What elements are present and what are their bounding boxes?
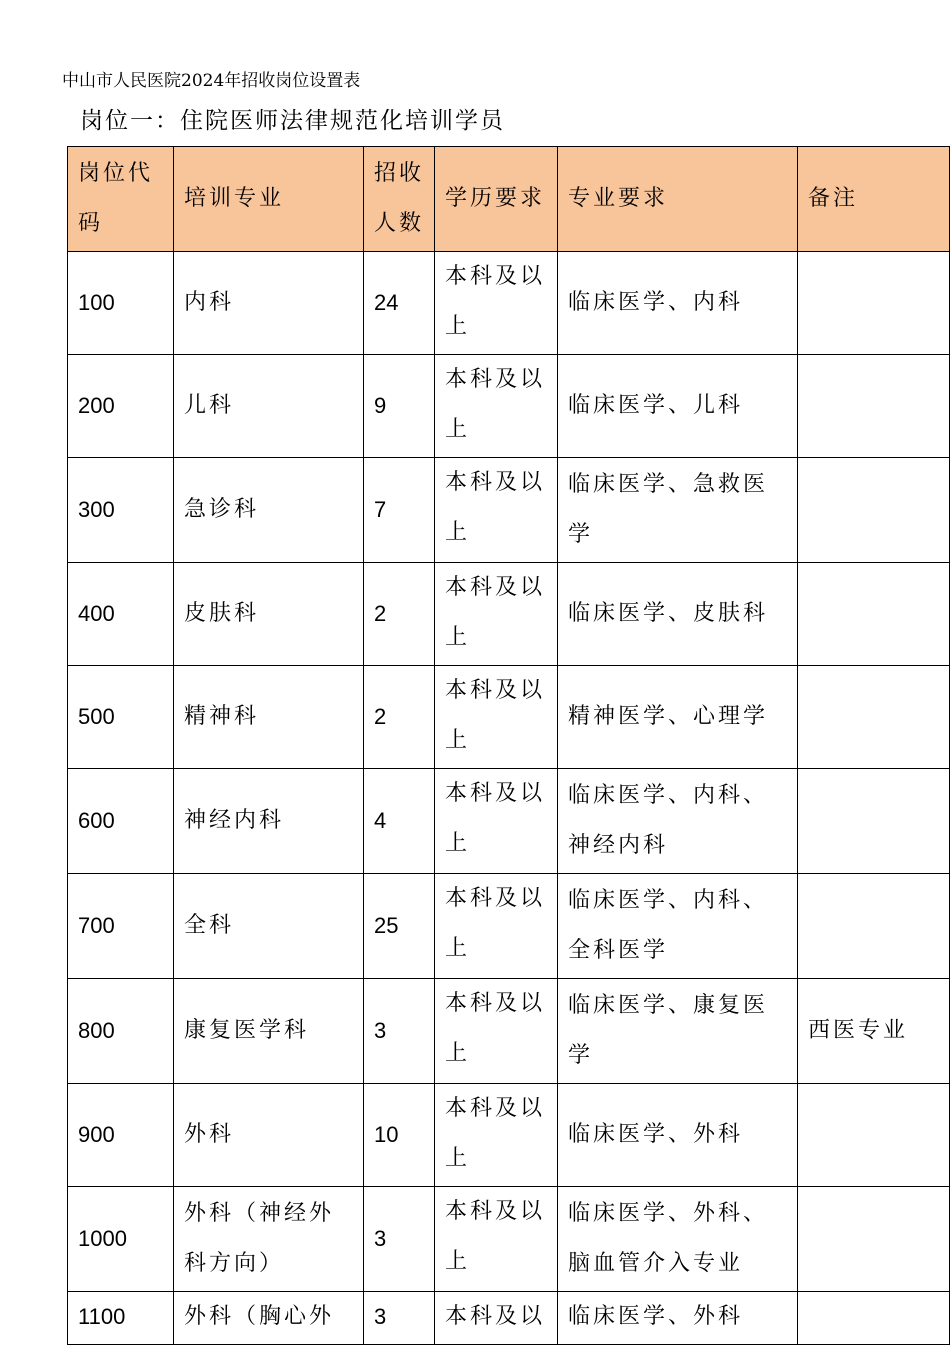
header-count: 招收人数 [364, 147, 435, 252]
cell-major: 临床医学、急救医学 [558, 458, 798, 563]
cell-code: 100 [68, 252, 174, 355]
cell-education: 本科及以上 [435, 979, 558, 1084]
cell-code: 200 [68, 355, 174, 458]
cell-specialty: 外科（神经外科方向） [174, 1187, 364, 1292]
cell-code: 600 [68, 769, 174, 874]
cell-note [798, 355, 950, 458]
cell-note [798, 874, 950, 979]
header-code: 岗位代码 [68, 147, 174, 252]
cell-code: 900 [68, 1084, 174, 1187]
table-row [68, 1292, 950, 1345]
cell-code: 1000 [68, 1187, 174, 1292]
cell-note [798, 458, 950, 563]
cell-education: 本科及以上 [435, 1084, 558, 1187]
table-row [68, 874, 950, 979]
cell-code: 700 [68, 874, 174, 979]
table-row [68, 458, 950, 563]
cell-specialty: 儿科 [174, 355, 364, 458]
cell-note [798, 1084, 950, 1187]
document-title: 中山市人民医院2024年招收岗位设置表 [62, 71, 361, 91]
cell-major: 精神医学、心理学 [558, 666, 798, 769]
table-row [68, 1187, 950, 1292]
cell-specialty: 康复医学科 [174, 979, 364, 1084]
cell-major: 临床医学、外科 [558, 1292, 798, 1345]
cell-count: 9 [364, 355, 435, 458]
cell-specialty: 外科（胸心外 [174, 1292, 364, 1345]
table-row [68, 563, 950, 666]
cell-code: 800 [68, 979, 174, 1084]
header-note: 备注 [798, 147, 950, 252]
cell-education: 本科及以上 [435, 666, 558, 769]
cell-major: 临床医学、儿科 [558, 355, 798, 458]
cell-education: 本科及以上 [435, 874, 558, 979]
cell-specialty: 精神科 [174, 666, 364, 769]
cell-count: 3 [364, 1187, 435, 1292]
cell-education: 本科及以上 [435, 563, 558, 666]
section-title: 岗位一：住院医师法律规范化培训学员 [80, 108, 505, 134]
cell-code: 500 [68, 666, 174, 769]
table-body [68, 252, 950, 1345]
header-education: 学历要求 [435, 147, 558, 252]
table-row [68, 1084, 950, 1187]
cell-count: 3 [364, 979, 435, 1084]
table-row [68, 666, 950, 769]
cell-major: 临床医学、内科、全科医学 [558, 874, 798, 979]
cell-education: 本科及以 [435, 1292, 558, 1345]
cell-education: 本科及以上 [435, 769, 558, 874]
table-row [68, 979, 950, 1084]
cell-code: 1100 [68, 1292, 174, 1345]
cell-education: 本科及以上 [435, 252, 558, 355]
cell-note: 西医专业 [798, 979, 950, 1084]
header-major: 专业要求 [558, 147, 798, 252]
table-row [68, 355, 950, 458]
cell-count: 2 [364, 563, 435, 666]
cell-count: 24 [364, 252, 435, 355]
cell-note [798, 1292, 950, 1345]
cell-count: 10 [364, 1084, 435, 1187]
cell-code: 300 [68, 458, 174, 563]
cell-education: 本科及以上 [435, 458, 558, 563]
cell-major: 临床医学、康复医学 [558, 979, 798, 1084]
cell-education: 本科及以上 [435, 1187, 558, 1292]
cell-major: 临床医学、内科 [558, 252, 798, 355]
cell-count: 7 [364, 458, 435, 563]
cell-specialty: 全科 [174, 874, 364, 979]
header-specialty: 培训专业 [174, 147, 364, 252]
cell-education: 本科及以上 [435, 355, 558, 458]
cell-note [798, 769, 950, 874]
positions-table [67, 146, 950, 1345]
cell-specialty: 内科 [174, 252, 364, 355]
cell-count: 25 [364, 874, 435, 979]
cell-count: 4 [364, 769, 435, 874]
cell-note [798, 1187, 950, 1292]
table-row [68, 252, 950, 355]
table-row [68, 769, 950, 874]
cell-specialty: 外科 [174, 1084, 364, 1187]
cell-count: 2 [364, 666, 435, 769]
cell-specialty: 神经内科 [174, 769, 364, 874]
cell-count: 3 [364, 1292, 435, 1345]
cell-note [798, 666, 950, 769]
cell-note [798, 563, 950, 666]
cell-major: 临床医学、外科、脑血管介入专业 [558, 1187, 798, 1292]
cell-code: 400 [68, 563, 174, 666]
cell-major: 临床医学、皮肤科 [558, 563, 798, 666]
cell-major: 临床医学、外科 [558, 1084, 798, 1187]
cell-specialty: 急诊科 [174, 458, 364, 563]
cell-note [798, 252, 950, 355]
table-header-row [68, 147, 950, 252]
cell-major: 临床医学、内科、神经内科 [558, 769, 798, 874]
cell-specialty: 皮肤科 [174, 563, 364, 666]
